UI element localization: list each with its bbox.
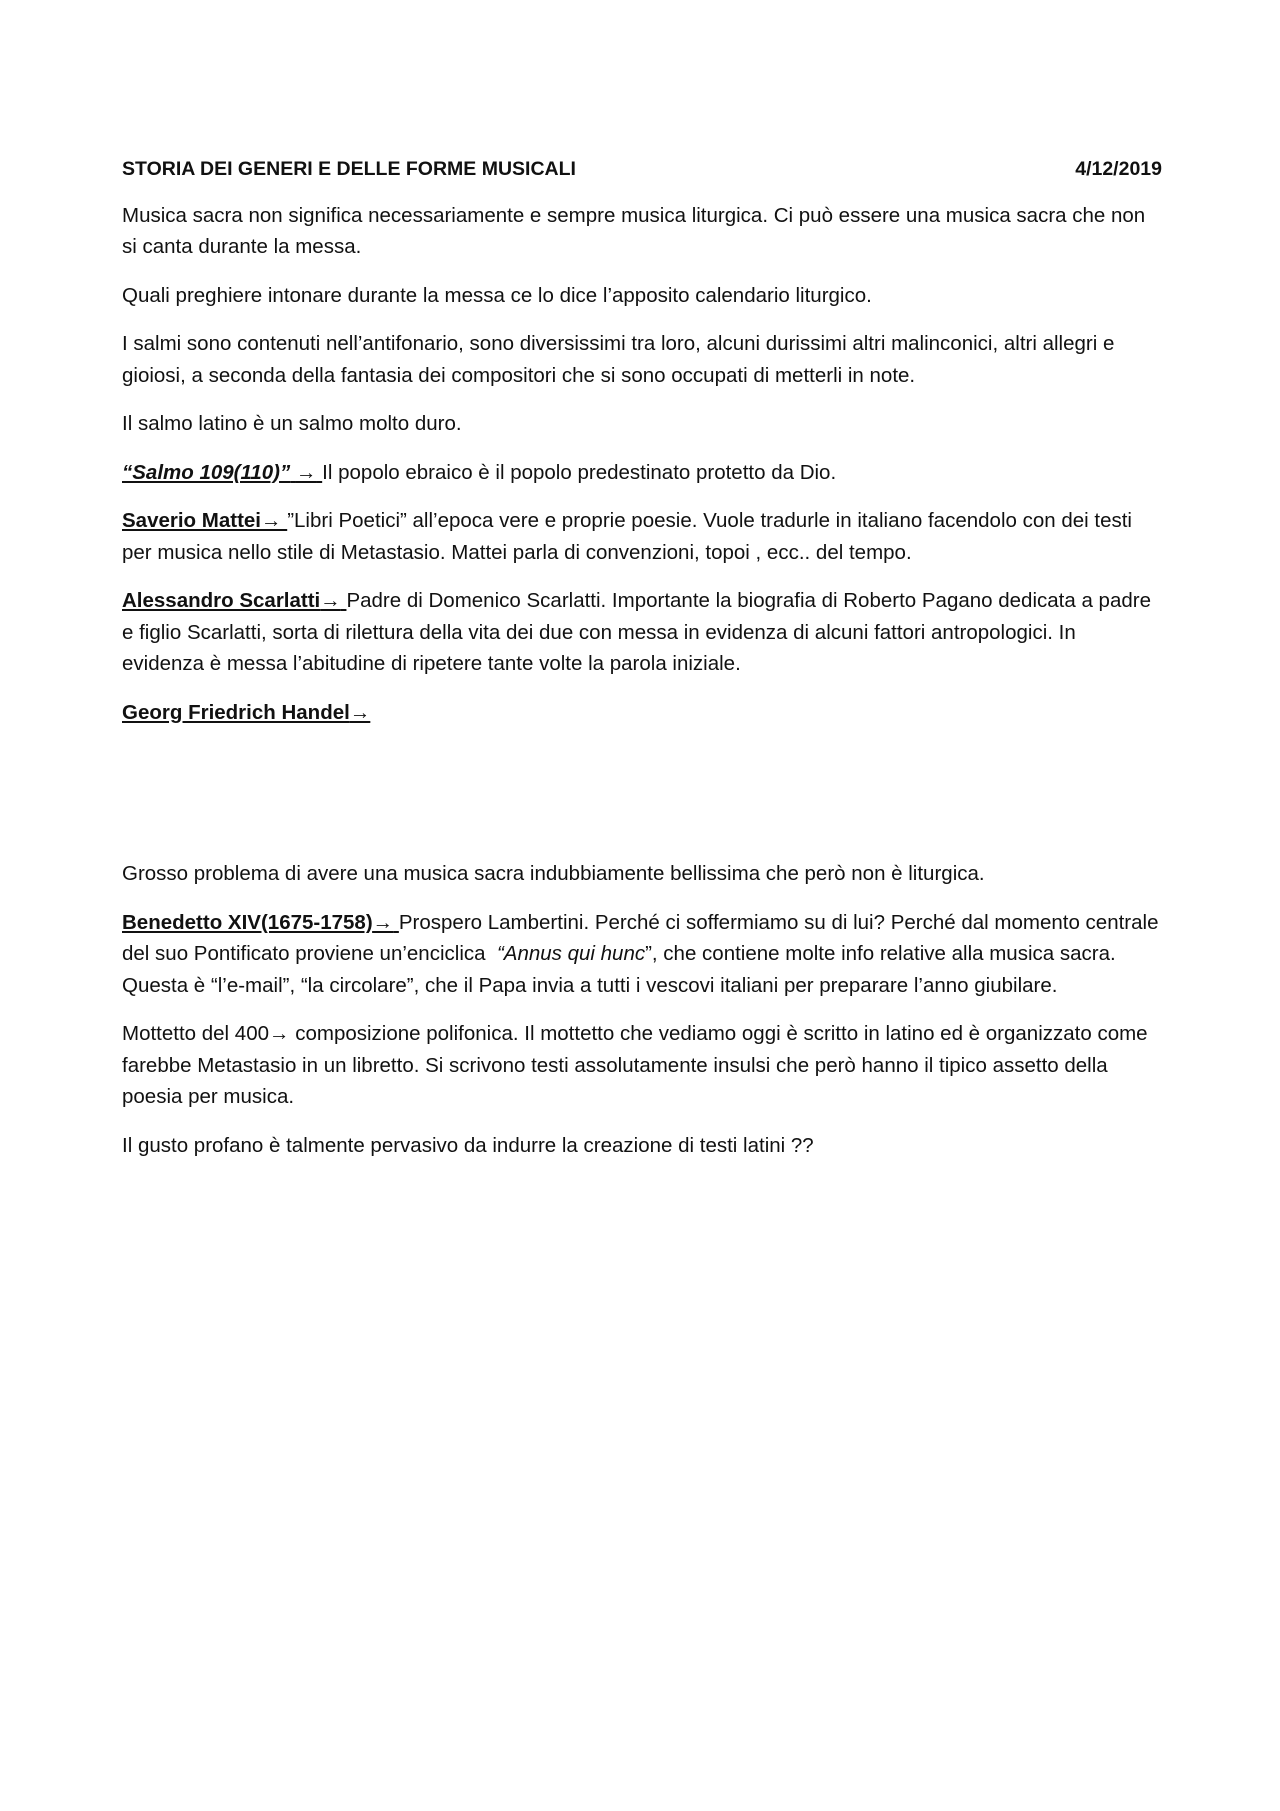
benedetto-text-before: Prospero Lambertini. Perché ci soffermiamo su di lui? Perché dal momento centrale del suo Pontificato proviene un’enciclica (122, 910, 1159, 965)
scarlatti-lead: Alessandro Scarlatti→ (122, 589, 341, 612)
paragraph-mottetto (122, 1018, 1162, 1113)
benedetto-text-after: ”, che contiene molte info relative alla musica sacra. Questa è “l’e-mail”, “la circolare”, che il Papa invia a tutti i vescovi italiani per preparare l’anno giubilare. (122, 942, 1116, 997)
salmo-lead: “Salmo 109(110)” → (122, 460, 317, 484)
paragraph-mattei (122, 505, 1162, 568)
salmo-text: Il popolo ebraico è il popolo predestinato protetto da Dio. (322, 460, 837, 484)
paragraph-salmo-109 (122, 457, 1162, 489)
benedetto-lead: Benedetto XIV(1675-1758)→ (122, 910, 394, 934)
arrow-right-icon: → (320, 589, 341, 612)
paragraph-handel (122, 697, 1162, 729)
enciclica-title: “Annus qui hunc (496, 942, 646, 965)
paragraph-salmo-latino: Il salmo latino è un salmo molto duro. (122, 412, 462, 435)
mottetto-text: composizione polifonica. Il mottetto che vediamo oggi è scritto in latino ed è organizzato come farebbe Metastasio in un libretto. Si scrivono testi assolutamente insulsi che però hanno il tipico assetto della poesia per musica. (122, 1022, 1148, 1108)
document-date: 4/12/2019 (1075, 158, 1162, 180)
document-title: STORIA DEI GENERI E DELLE FORME MUSICALI (122, 158, 576, 180)
paragraph-gusto-profano: Il gusto profano è talmente pervasivo da indurre la creazione di testi latini ?? (122, 1133, 814, 1157)
mattei-text: ”Libri Poetici” all’epoca vere e proprie poesie. Vuole tradurle in italiano facendolo con dei testi per musica nello stile di Metastasio. Mattei parla di convenzioni, topoi , ecc.. del tempo. (122, 509, 1132, 564)
paragraph-musica-sacra: Musica sacra non significa necessariamente e sempre musica liturgica. Ci può essere una musica sacra che non si canta durante la messa. (122, 203, 1146, 258)
mattei-lead: Saverio Mattei→ (122, 509, 282, 532)
document-page (122, 154, 1162, 1178)
blank-space (122, 745, 1162, 858)
arrow-right-icon: → (349, 700, 371, 724)
paragraph-preghiere: Quali preghiere intonare durante la messa ce lo dice l’apposito calendario liturgico. (122, 283, 872, 307)
paragraph-grosso-problema: Grosso problema di avere una musica sacra indubbiamente bellissima che però non è liturgica. (122, 862, 985, 885)
arrow-right-icon: → (269, 1022, 290, 1045)
document-header (122, 154, 1162, 186)
arrow-right-icon: → (295, 460, 317, 484)
paragraph-salmi: I salmi sono contenuti nell’antifonario, sono diversissimi tra loro, alcuni durissimi altri malinconici, altri allegri e gioiosi, a seconda della fantasia dei compositori che si sono occupati di metterli in note. (122, 332, 1115, 387)
paragraph-scarlatti (122, 585, 1162, 680)
arrow-right-icon: → (261, 509, 282, 532)
scarlatti-text: Padre di Domenico Scarlatti. Importante la biografia di Roberto Pagano dedicata a padre e figlio Scarlatti, sorta di rilettura della vita dei due con messa in evidenza di alcuni fattori antropologici. In evidenza è messa l’abitudine di ripetere tante volte la parola iniziale. (122, 589, 1151, 675)
handel-lead: Georg Friedrich Handel→ (122, 700, 371, 724)
mottetto-lead: Mottetto del 400 (122, 1022, 270, 1045)
arrow-right-icon: → (372, 910, 394, 934)
paragraph-benedetto (122, 907, 1162, 1002)
